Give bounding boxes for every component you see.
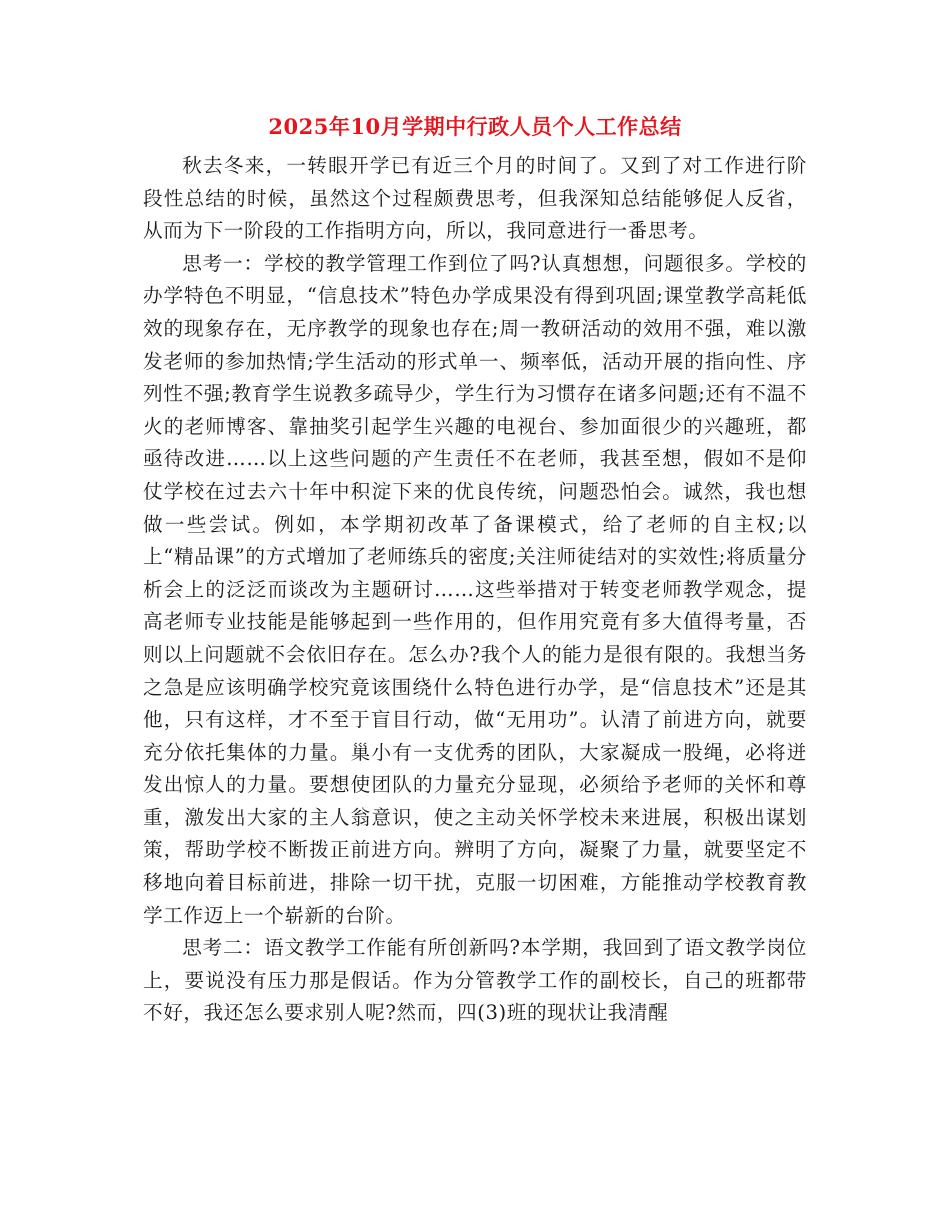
paragraph-intro: 秋去冬来，一转眼开学已有近三个月的时间了。又到了对工作进行阶段性总结的时候，虽然这个过程颇费思考，但我深知总结能够促人反省，从而为下一阶段的工作指明方向，所以，我同意进行一番思考。 xyxy=(143,154,807,243)
document-title: 2025年10月学期中行政人员个人工作总结 xyxy=(268,114,682,139)
paragraph-reflection-two: 思考二：语文教学工作能有所创新吗?本学期，我回到了语文教学岗位上，要说没有压力那是假话。作为分管教学工作的副校长，自己的班都带不好，我还怎么要求别人呢?然而，四(3)班的现状让我清醒 xyxy=(143,936,807,1025)
paragraph-reflection-one: 思考一：学校的教学管理工作到位了吗?认真想想，问题很多。学校的办学特色不明显，“信息技术”特色办学成果没有得到巩固;课堂教学高耗低效的现象存在，无序教学的现象也存在;周一教研活动的效用不强，难以激发老师的参加热情;学生活动的形式单一、频率低，活动开展的指向性、序列性不强;教育学生说教多疏导少，学生行为习惯存在诸多问题;还有不温不火的老师博客、靠抽奖引起学生兴趣的电视台、参加面很少的兴趣班，都亟待改进……以上这些问题的产生责任不在老师，我甚至想，假如不是仰仗学校在过去六十年中积淀下来的优良传统，问题恐怕会。诚然，我也想做一些尝试。例如，本学期初改革了备课模式，给了老师的自主权;以上“精品课”的方式增加了老师练兵的密度;关注师徒结对的实效性;将质量分析会上的泛泛而谈改为主题研讨……这些举措对于转变老师教学观念，提高老师专业技能是能够起到一些作用的，但作用究竟有多大值得考量，否则以上问题就不会依旧存在。怎么办?我个人的能力是很有限的。我想当务之急是应该明确学校究竟该围绕什么特色进行办学，是“信息技术”还是其他，只有这样，才不至于盲目行动，做“无用功”。认清了前进方向，就要充分依托集体的力量。巢小有一支优秀的团队，大家凝成一股绳，必将迸发出惊人的力量。要想使团队的力量充分显现，必须给予老师的关怀和尊重，激发出大家的主人翁意识，使之主动关怀学校未来进展，积极出谋划策，帮助学校不断拨正前进方向。辨明了方向，凝聚了力量，就要坚定不移地向着目标前进，排除一切干扰，克服一切困难，方能推动学校教育教学工作迈上一个崭新的台阶。 xyxy=(143,251,807,927)
document-body xyxy=(143,150,807,1030)
